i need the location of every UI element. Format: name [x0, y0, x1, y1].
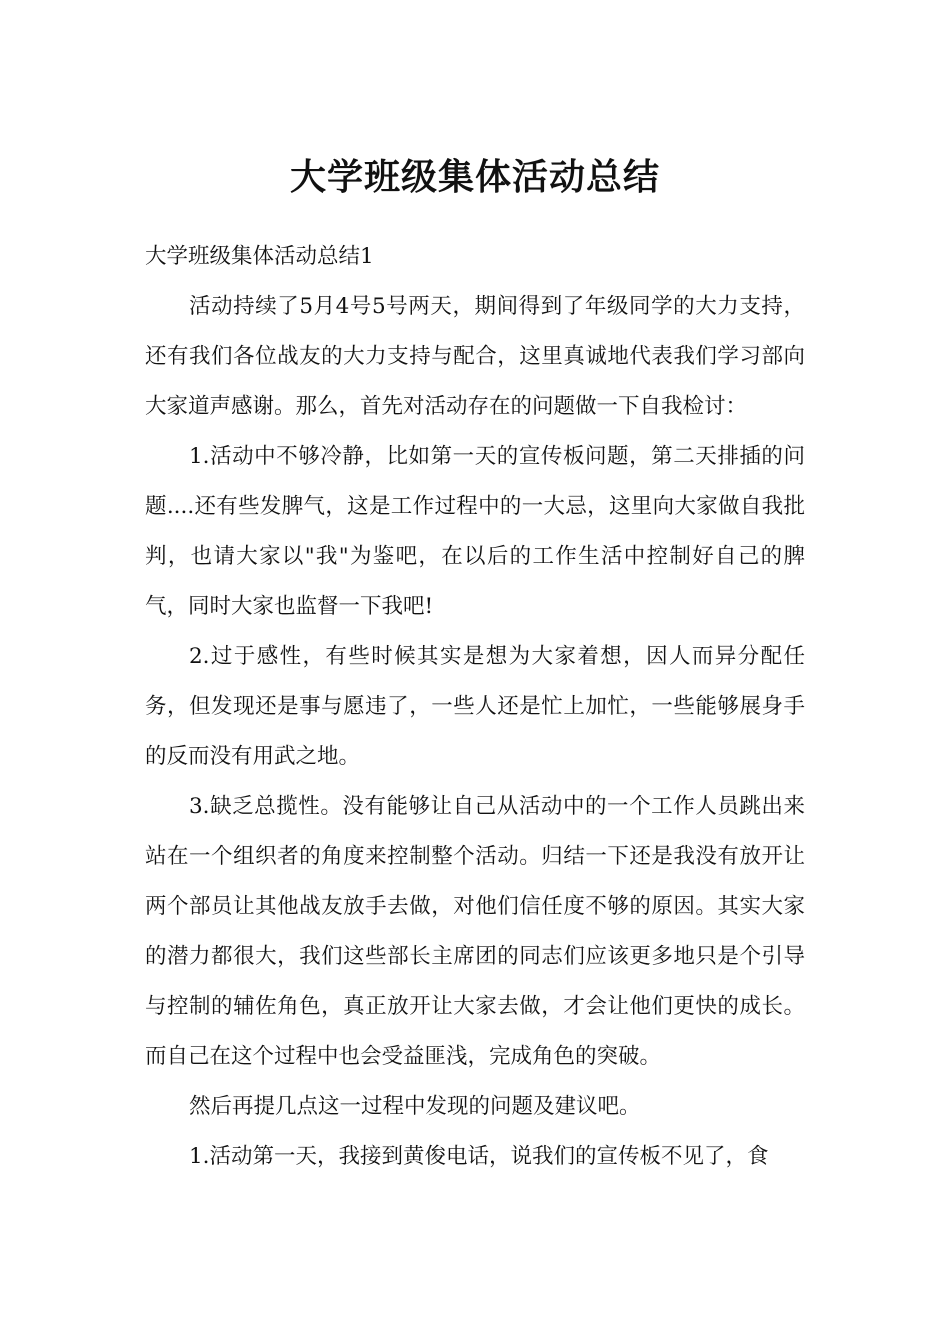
paragraph-intro: 活动持续了5月4号5号两天，期间得到了年级同学的大力支持，还有我们各位战友的大力支持与配合，这里真诚地代表我们学习部向大家道声感谢。那么，首先对活动存在的问题做一下自我检讨： [145, 294, 805, 419]
paragraph-point-3: 3.缺乏总揽性。没有能够让自己从活动中的一个工作人员跳出来站在一个组织者的角度来控制整个活动。归结一下还是我没有放开让两个部员让其他战友放手去做，对他们信任度不够的原因。其实大家的潜力都很大，我们这些部长主席团的同志们应该更多地只是个引导与控制的辅佐角色，真正放开让大家去做，才会让他们更快的成长。而自己在这个过程中也会受益匪浅，完成角色的突破。 [145, 794, 805, 1069]
paragraph-transition: 然后再提几点这一过程中发现的问题及建议吧。 [189, 1094, 641, 1119]
document-title: 大学班级集体活动总结 [289, 157, 660, 199]
paragraph-point-1: 1.活动中不够冷静，比如第一天的宣传板问题，第二天排插的问题....还有些发脾气，这是工作过程中的一大忌，这里向大家做自我批判，也请大家以"我"为鉴吧，在以后的工作生活中控制好自己的脾气，同时大家也监督一下我吧! [145, 444, 805, 619]
document-body [145, 232, 805, 1182]
paragraph-suggestion-1: 1.活动第一天，我接到黄俊电话，说我们的宣传板不见了，食 [189, 1144, 769, 1169]
section-heading: 大学班级集体活动总结1 [145, 244, 374, 269]
paragraph-point-2: 2.过于感性，有些时候其实是想为大家着想，因人而异分配任务，但发现还是事与愿违了，一些人还是忙上加忙，一些能够展身手的反而没有用武之地。 [145, 644, 805, 769]
